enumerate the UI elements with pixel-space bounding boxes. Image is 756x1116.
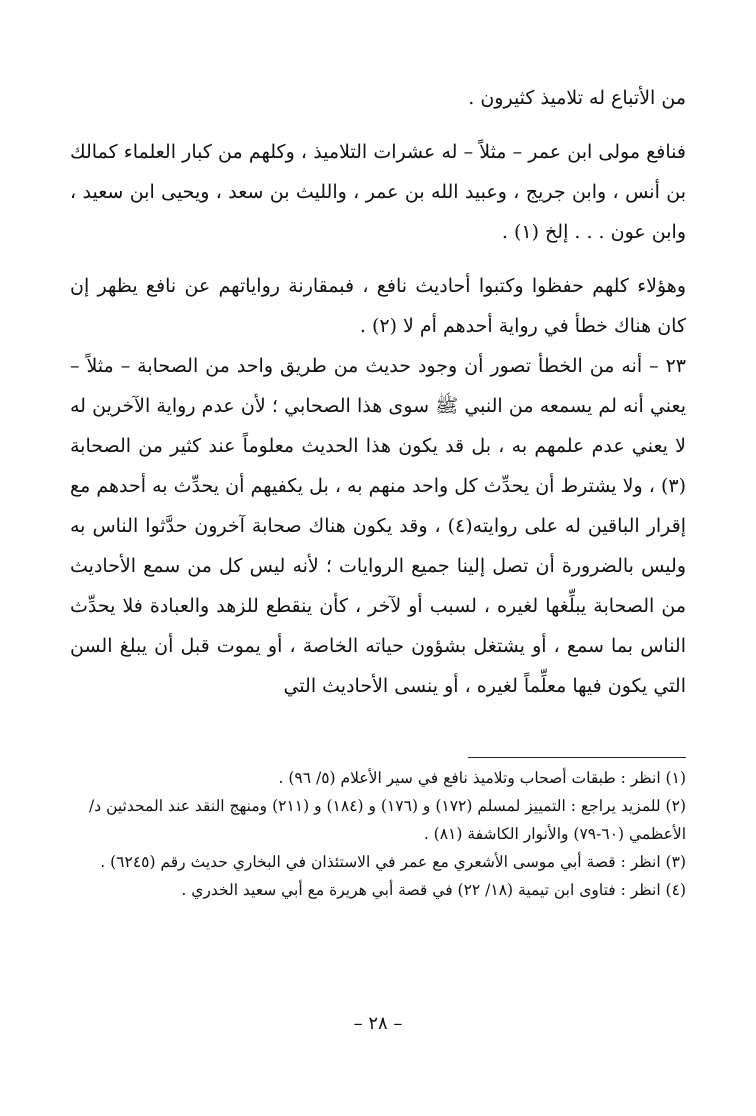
footnote-2-continued: الأعظمي (٦٠-٧٩) والأنوار الكاشفة (٨١) .: [423, 825, 686, 843]
paragraph-2: فنافع مولى ابن عمر – مثلاً – له عشرات التلاميذ ، وكلهم من كبار العلماء كمالك بن أنس ، وابن جريج ، وعبيد الله بن عمر ، والليث بن سعد ، ويحيى ابن سعيد ، وابن عون . . . إلخ (١) .: [70, 141, 686, 243]
item-number: ٢٣ –: [649, 355, 687, 377]
main-text: [70, 78, 686, 706]
footnote-4: (٤) انظر : فتاوى ابن تيمية (١٨/ ٢٢) في قصة أبي هريرة مع أبي سعيد الخدري .: [181, 881, 686, 899]
paragraph-3: وهؤلاء كلهم حفظوا وكتبوا أحاديث نافع ، فبمقارنة رواياتهم عن نافع يظهر إن كان هناك خطأ في رواية أحدهم أم لا (٢) .: [70, 275, 686, 337]
page-number: – ٢٨ –: [353, 1013, 403, 1034]
footnote-3: (٣) انظر : قصة أبي موسى الأشعري مع عمر في الاستئذان في البخاري حديث رقم (٦٢٤٥) .: [100, 853, 686, 871]
footnote-2: (٢) للمزيد يراجع : التمييز لمسلم (١٧٢) و (١٧٦) و (١٨٤) و (٢١١) ومنهج النقد عند المحدثين د/: [89, 797, 686, 815]
paragraph-4-text: أنه من الخطأ تصور أن وجود حديث من طريق واحد من الصحابة – مثلاً – يعني أنه لم يسمعه من النبي ﷺ سوى هذا الصحابي ؛ لأن عدم رواية الآخرين له لا يعني عدم علمهم به ، بل قد يكون هذا الحديث معلوماً عند كثير من الصحابة (٣) ، ولا يشترط أن يحدِّث كل واحد منهم به ، بل يكفيهم أن يحدِّث به أحدهم مع إقرار الباقين له على روايته(٤) ، وقد يكون هناك صحابة آخرون حدَّثوا الناس به وليس بالضرورة أن تصل إلينا جميع الروايات ؛ لأنه ليس كل من سمع الأحاديث من الصحابة يبلِّغها لغيره ، لسبب أو لآخر ، كأن ينقطع للزهد والعبادة فلا يحدِّث الناس بما سمع ، أو يشتغل بشؤون حياته الخاصة ، أو يموت قبل أن يبلغ السن التي يكون فيها معلِّماً لغيره ، أو ينسى الأحاديث التي: [70, 355, 686, 697]
paragraph-4: [70, 346, 686, 706]
footnotes: [72, 764, 686, 904]
footnote-1: (١) انظر : طبقات أصحاب وتلاميذ نافع في سير الأعلام (٥/ ٩٦) .: [278, 769, 686, 787]
paragraph-1: من الأتباع له تلاميذ كثيرون .: [468, 87, 686, 109]
footnote-separator: [468, 757, 686, 758]
